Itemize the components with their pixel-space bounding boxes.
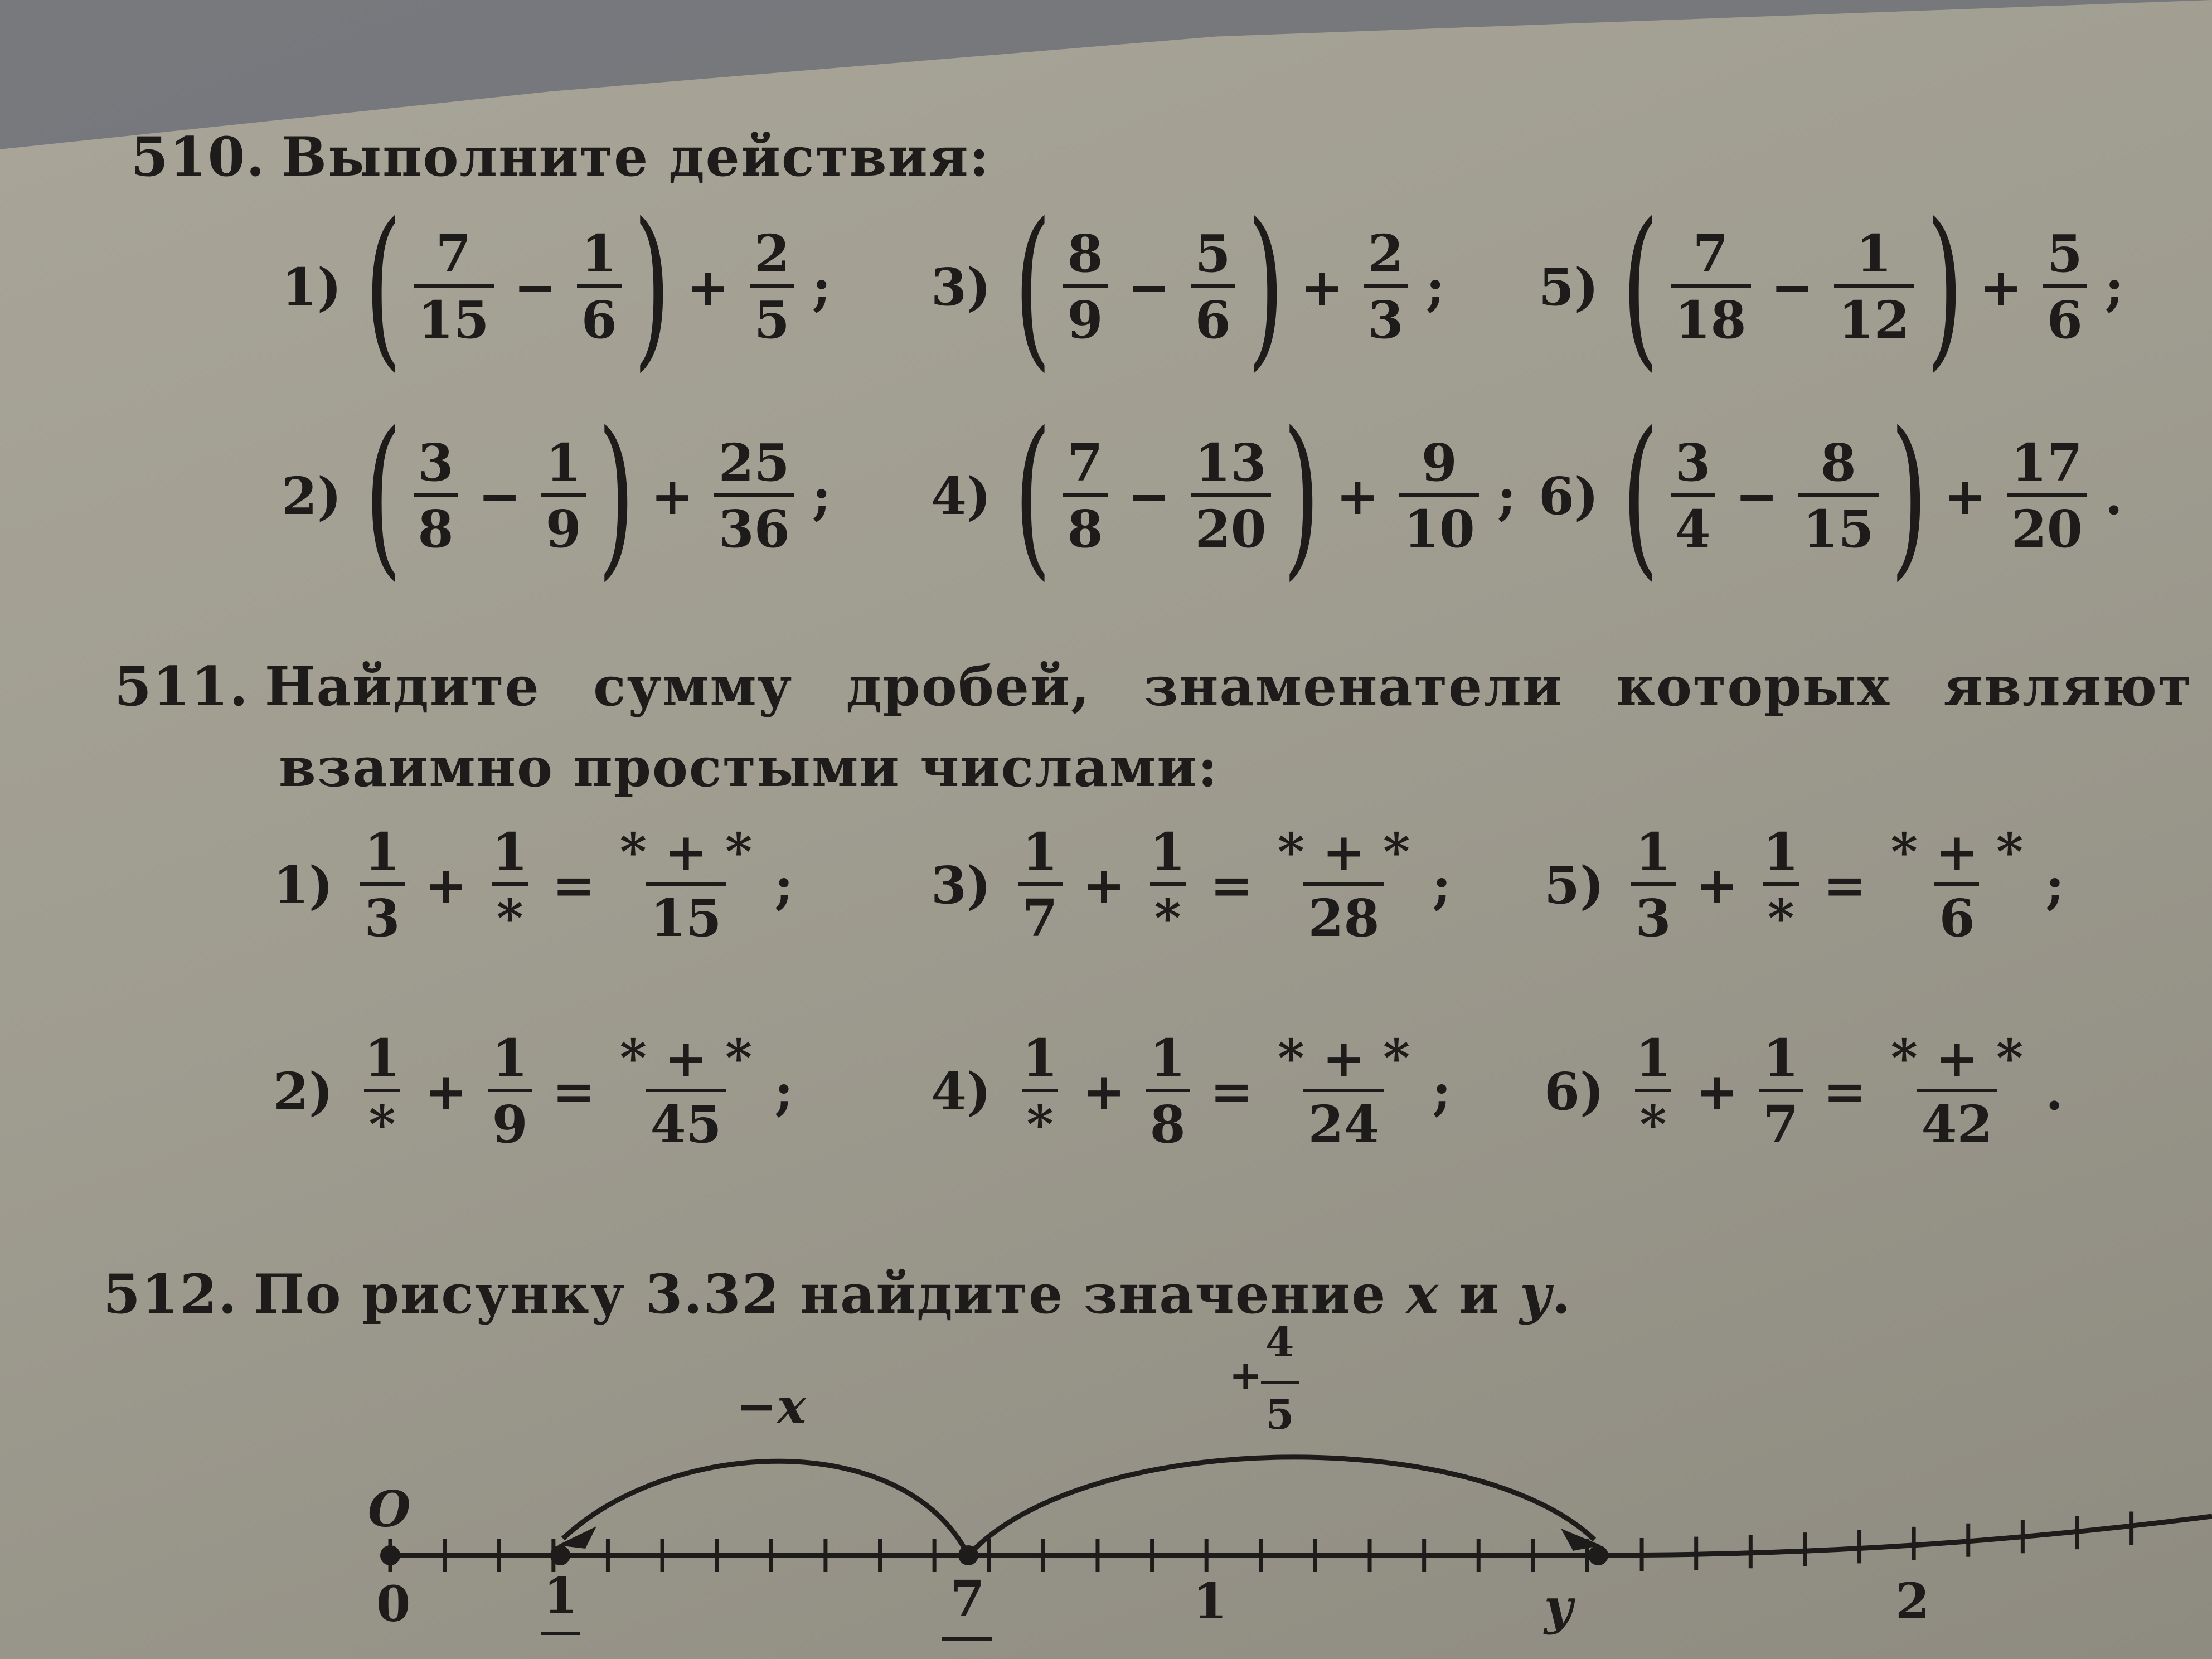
fraction: $\frac{* + *}{28}$	[1277, 822, 1410, 948]
problem-511-title-line-1: Найдите сумму дробей, знаменатели которых являют	[264, 655, 2192, 718]
problem-512-end: .	[1551, 1263, 1572, 1326]
plus-sign: +	[424, 855, 468, 915]
equals-sign: =	[1210, 855, 1253, 915]
fraction: $\frac{8}{9}$	[1063, 227, 1108, 347]
punctuation: ;	[1432, 855, 1452, 915]
label-plus-denominator: 5	[1265, 1391, 1294, 1439]
item-label: 2)	[273, 1061, 333, 1122]
fraction: $\frac{1}{7}$	[1018, 825, 1063, 945]
right-paren: )	[1246, 186, 1284, 387]
punctuation: ;	[1432, 1061, 1452, 1122]
item-label: 3)	[931, 855, 991, 915]
right-paren: )	[633, 186, 671, 387]
left-paren: (	[1621, 395, 1659, 596]
item-label: 6)	[1539, 466, 1599, 526]
variable-x: x	[1406, 1263, 1439, 1326]
punctuation: ;	[1425, 257, 1445, 317]
fraction: $\frac{1}{6}$	[577, 227, 622, 347]
fraction: $\frac{1}{3}$	[1631, 825, 1676, 945]
problem-511-number: 511.	[114, 655, 249, 718]
fraction: $\frac{2}{5}$	[750, 227, 794, 347]
label-minus-x: −x	[736, 1377, 807, 1435]
word-and: и	[1459, 1263, 1500, 1326]
punctuation: ;	[774, 855, 794, 915]
fraction: $\frac{7}{15}$	[414, 227, 494, 347]
origin-point	[380, 1545, 400, 1565]
problem-512-text: По рисунку 3.32 найдите значение	[253, 1263, 1387, 1326]
variable-y: y	[1520, 1263, 1552, 1326]
label-one: 1	[1193, 1572, 1228, 1630]
item-label: 1)	[273, 855, 333, 915]
origin-label: O	[368, 1480, 411, 1538]
plus-sign: +	[1082, 855, 1126, 915]
punctuation: ;	[812, 466, 831, 526]
fraction: $\frac{1}{9}$	[541, 436, 586, 556]
fraction: $\frac{9}{10}$	[1399, 436, 1479, 556]
punctuation: ;	[2104, 257, 2124, 317]
punctuation: .	[2104, 466, 2123, 526]
fraction: $\frac{1}{*}$	[1022, 1028, 1058, 1154]
item-label: 1)	[282, 257, 342, 317]
arc-plus-four-fifths	[968, 1457, 1594, 1555]
punctuation: .	[2045, 1061, 2064, 1122]
item-label: 4)	[931, 1061, 991, 1122]
fraction: $\frac{1}{9}$	[488, 1031, 532, 1151]
item-label: 5)	[1544, 855, 1604, 915]
fraction: $\frac{* + *}{42}$	[1890, 1028, 2024, 1154]
fraction: $\frac{8}{15}$	[1798, 436, 1879, 556]
equals-sign: =	[552, 1061, 595, 1122]
fraction: $\frac{1}{12}$	[1834, 227, 1914, 347]
problem-510-number: 510.	[131, 125, 266, 188]
left-paren: (	[1013, 395, 1051, 596]
fraction: $\frac{1}{3}$	[360, 825, 405, 945]
fraction: $\frac{3}{4}$	[1671, 436, 1715, 556]
fraction: $\frac{25}{36}$	[714, 436, 794, 556]
label-y: y	[1544, 1578, 1573, 1636]
minus-sign: −	[1735, 466, 1778, 526]
right-paren: )	[1282, 395, 1320, 596]
fraction: $\frac{1}{*}$	[364, 1028, 400, 1154]
label-plus-numerator: 4	[1265, 1318, 1294, 1366]
equals-sign: =	[552, 855, 595, 915]
fraction: $\frac{5}{6}$	[1191, 227, 1235, 347]
equals-sign: =	[1210, 1061, 1253, 1122]
plus-sign: +	[1943, 466, 1987, 526]
right-paren: )	[1925, 186, 1963, 387]
plus-sign: +	[1695, 855, 1739, 915]
plus-sign: +	[1336, 466, 1379, 526]
punctuation: ;	[812, 257, 831, 317]
fraction: $\frac{* + *}{45}$	[619, 1028, 753, 1154]
fraction: $\frac{7}{8}$	[1063, 436, 1108, 556]
fraction: $\frac{1}{*}$	[1149, 822, 1186, 948]
label-zero: 0	[376, 1575, 411, 1633]
label-one-fifth-numerator: 1	[544, 1566, 578, 1624]
minus-sign: −	[1770, 257, 1814, 317]
plus-sign: +	[1979, 257, 2022, 317]
point-y	[1588, 1545, 1608, 1565]
fraction: $\frac{5}{6}$	[2043, 227, 2087, 347]
arc-minus-x	[563, 1461, 968, 1555]
fraction: $\frac{1}{8}$	[1146, 1031, 1190, 1151]
punctuation: ;	[774, 1061, 794, 1122]
problem-512-number: 512.	[103, 1263, 238, 1326]
right-paren: )	[1890, 395, 1928, 596]
fraction: $\frac{* + *}{15}$	[619, 822, 753, 948]
fraction: $\frac{13}{20}$	[1191, 436, 1271, 556]
item-label: 5)	[1539, 257, 1599, 317]
plus-sign: +	[686, 257, 730, 317]
minus-sign: −	[1127, 257, 1171, 317]
plus-sign: +	[424, 1061, 468, 1122]
number-line-ticks	[390, 1511, 2132, 1572]
fraction: $\frac{* + *}{24}$	[1277, 1028, 1410, 1154]
left-paren: (	[364, 395, 402, 596]
item-label: 4)	[931, 466, 991, 526]
left-paren: (	[1013, 186, 1051, 387]
fraction: $\frac{1}{*}$	[492, 822, 528, 948]
fraction: $\frac{3}{8}$	[414, 436, 458, 556]
label-seven-fifteenths-numerator: 7	[950, 1569, 985, 1627]
item-label: 3)	[931, 257, 991, 317]
equals-sign: =	[1823, 1061, 1866, 1122]
plus-sign: +	[1695, 1061, 1739, 1122]
left-paren: (	[1621, 186, 1659, 387]
plus-sign: +	[1300, 257, 1343, 317]
minus-sign: −	[513, 257, 557, 317]
problem-510-title: Выполните действия:	[281, 125, 991, 188]
fraction: $\frac{* + *}{6}$	[1890, 822, 2024, 948]
label-plus-sign: +	[1229, 1352, 1262, 1398]
fraction: $\frac{1}{*}$	[1635, 1028, 1671, 1154]
plus-sign: +	[1082, 1061, 1126, 1122]
fraction: $\frac{17}{20}$	[2007, 436, 2087, 556]
label-two: 2	[1895, 1572, 1930, 1630]
item-label: 2)	[282, 466, 342, 526]
item-label: 6)	[1544, 1061, 1604, 1122]
punctuation: ;	[1497, 466, 1516, 526]
fraction: $\frac{1}{*}$	[1763, 822, 1799, 948]
minus-sign: −	[478, 466, 521, 526]
problem-511-title-line-2: взаимно простыми числами:	[279, 736, 1219, 799]
plus-sign: +	[651, 466, 694, 526]
fraction: $\frac{7}{18}$	[1671, 227, 1751, 347]
fraction: $\frac{2}{3}$	[1364, 227, 1408, 347]
point-one-fifth	[550, 1545, 570, 1565]
fraction: $\frac{1}{7}$	[1759, 1031, 1803, 1151]
punctuation: ;	[2045, 855, 2065, 915]
left-paren: (	[364, 186, 402, 387]
right-paren: )	[597, 395, 635, 596]
minus-sign: −	[1127, 466, 1171, 526]
equals-sign: =	[1823, 855, 1866, 915]
